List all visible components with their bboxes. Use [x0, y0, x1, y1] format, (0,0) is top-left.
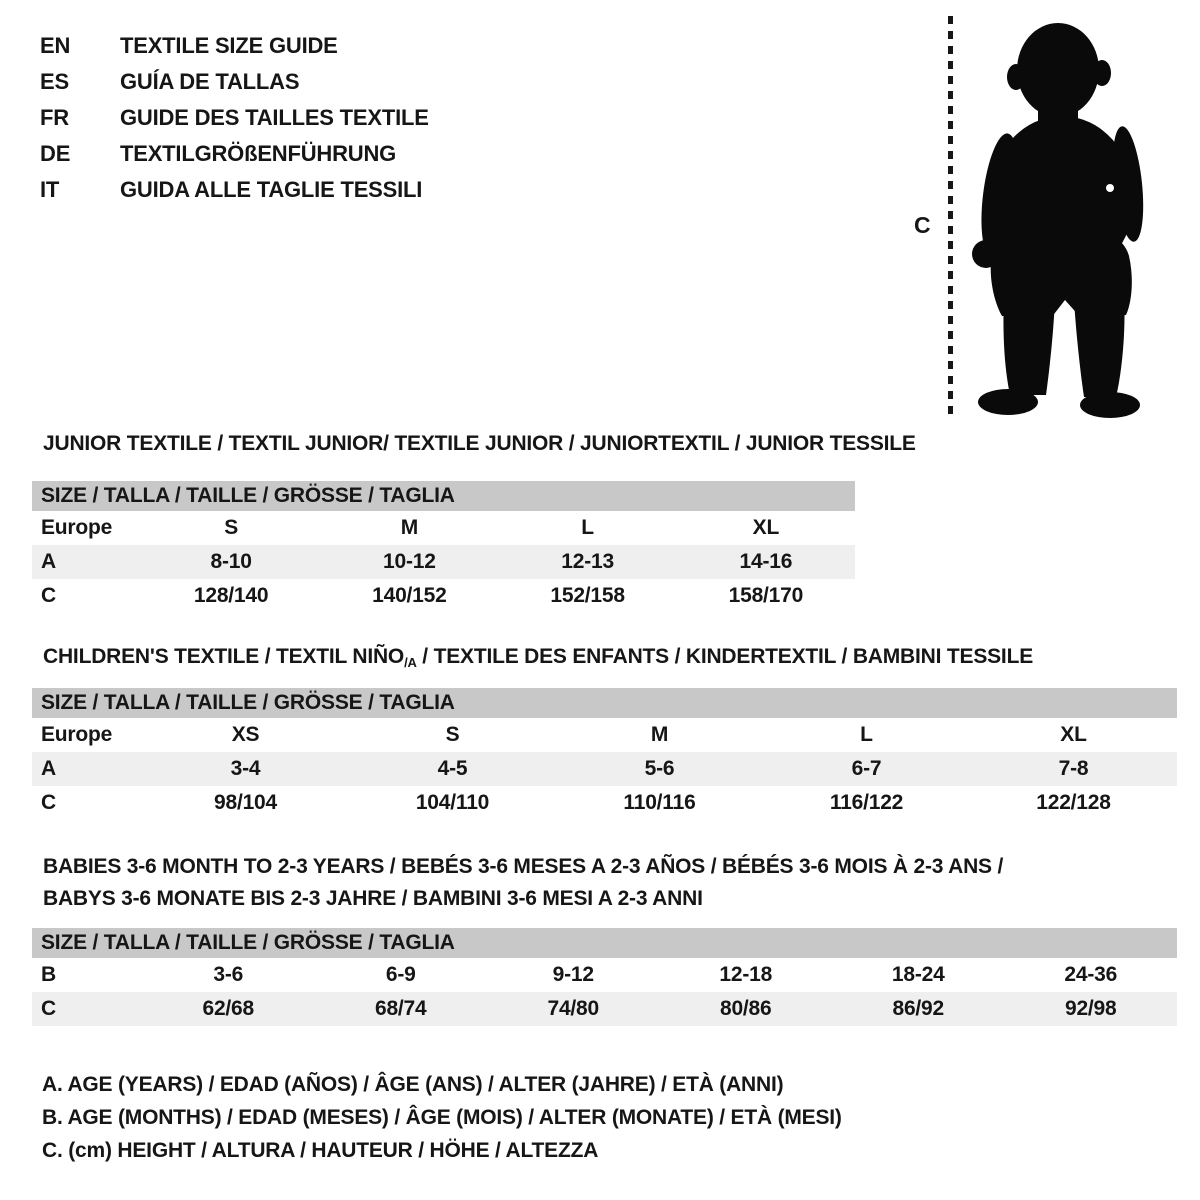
height-cell: 110/116 — [623, 791, 696, 814]
lang-code: EN — [40, 33, 71, 58]
age-cell: 7-8 — [1058, 757, 1089, 780]
age-cell: 8-10 — [210, 550, 252, 573]
row-label: Europe — [41, 723, 113, 746]
height-cell: 92/98 — [1064, 997, 1117, 1020]
babies-section-title-line1: BABIES 3-6 MONTH TO 2-3 YEARS / BEBÉS 3-6 MESES A 2-3 AÑOS / BÉBÉS 3-6 MOIS À 2-3 ANS / — [43, 855, 1004, 878]
lang-row-fr — [40, 100, 429, 136]
lang-title: GUÍA DE TALLAS — [120, 69, 300, 94]
table-row — [32, 718, 1177, 752]
row-label: C — [41, 584, 56, 607]
lang-row-en — [40, 28, 429, 64]
age-cell: 10-12 — [383, 550, 436, 573]
height-cell: 68/74 — [374, 997, 427, 1020]
height-cell: 104/110 — [415, 791, 490, 814]
children-title-text: / TEXTILE DES ENFANTS / KINDERTEXTIL / BAMBINI TESSILE — [416, 645, 1034, 668]
size-cell: L — [581, 516, 594, 539]
height-cell: 152/158 — [550, 584, 625, 607]
toddler-silhouette-icon — [962, 14, 1148, 418]
legend-line-a: A. AGE (YEARS) / EDAD (AÑOS) / ÂGE (ANS) / ALTER (JAHRE) / ETÀ (ANNI) — [42, 1073, 784, 1096]
children-title-text: CHILDREN'S TEXTILE / TEXTIL NIÑO — [43, 645, 405, 668]
lang-code: FR — [40, 105, 69, 130]
size-cell: S — [224, 516, 239, 539]
month-cell: 18-24 — [891, 963, 945, 986]
children-title-subscript: /A — [404, 655, 417, 670]
lang-title: GUIDA ALLE TAGLIE TESSILI — [120, 177, 423, 202]
lang-row-it — [40, 172, 429, 208]
row-label: A — [41, 757, 56, 780]
table-row — [32, 958, 1177, 992]
babies-section-title-line2: BABYS 3-6 MONATE BIS 2-3 JAHRE / BAMBINI 3-6 MESI A 2-3 ANNI — [43, 887, 703, 910]
height-cell: 116/122 — [829, 791, 904, 814]
lang-row-de — [40, 136, 429, 172]
legend-line-b: B. AGE (MONTHS) / EDAD (MESES) / ÂGE (MOIS) / ALTER (MONATE) / ETÀ (MESI) — [42, 1106, 842, 1129]
row-label: C — [41, 791, 56, 814]
size-cell: M — [650, 723, 669, 746]
age-cell: 4-5 — [437, 757, 468, 780]
height-cell: 98/104 — [213, 791, 278, 814]
lang-title: GUIDE DES TAILLES TEXTILE — [120, 105, 429, 130]
height-cell: 74/80 — [547, 997, 600, 1020]
table-row — [32, 992, 1177, 1026]
month-cell: 12-18 — [719, 963, 773, 986]
height-cell: 128/140 — [193, 584, 269, 607]
lang-title: TEXTILE SIZE GUIDE — [120, 33, 338, 58]
age-cell: 12-13 — [561, 550, 614, 573]
month-cell: 24-36 — [1064, 963, 1118, 986]
lang-code: IT — [40, 177, 60, 202]
lang-title: TEXTILGRÖßENFÜHRUNG — [120, 141, 397, 166]
babies-size-header-bar: SIZE / TALLA / TAILLE / GRÖSSE / TAGLIA — [32, 928, 1177, 958]
height-cell: 86/92 — [892, 997, 945, 1020]
row-label: A — [41, 550, 56, 573]
lang-code: ES — [40, 69, 69, 94]
height-cell: 62/68 — [202, 997, 255, 1020]
height-cell: 158/170 — [728, 584, 804, 607]
height-cell: 122/128 — [1036, 791, 1111, 814]
legend — [42, 1068, 842, 1167]
size-cell: XL — [752, 516, 780, 539]
children-size-table — [32, 688, 1177, 820]
height-cell: 80/86 — [719, 997, 772, 1020]
month-cell: 3-6 — [213, 963, 244, 986]
junior-size-table — [32, 481, 855, 613]
height-measure-dashed-line — [948, 16, 953, 416]
row-label: B — [41, 963, 56, 986]
children-section-title — [43, 645, 1033, 670]
size-cell: XL — [1060, 723, 1087, 746]
month-cell: 9-12 — [552, 963, 594, 986]
age-cell: 5-6 — [644, 757, 675, 780]
children-size-header-bar: SIZE / TALLA / TAILLE / GRÖSSE / TAGLIA — [32, 688, 1177, 718]
size-cell: M — [400, 516, 419, 539]
size-cell: L — [860, 723, 873, 746]
row-label: C — [41, 997, 56, 1020]
junior-section-title: JUNIOR TEXTILE / TEXTIL JUNIOR/ TEXTILE JUNIOR / JUNIORTEXTIL / JUNIOR TESSILE — [43, 432, 916, 455]
table-row — [32, 786, 1177, 820]
table-row — [32, 579, 855, 613]
lang-code: DE — [40, 141, 71, 166]
size-cell: XS — [231, 723, 260, 746]
age-cell: 6-7 — [851, 757, 882, 780]
age-cell: 3-4 — [230, 757, 261, 780]
junior-size-header-bar: SIZE / TALLA / TAILLE / GRÖSSE / TAGLIA — [32, 481, 855, 511]
age-cell: 14-16 — [739, 550, 793, 573]
month-cell: 6-9 — [385, 963, 416, 986]
table-row — [32, 752, 1177, 786]
height-measure-label: C — [914, 212, 931, 238]
size-cell: S — [445, 723, 460, 746]
babies-size-table — [32, 928, 1177, 1026]
lang-row-es — [40, 64, 429, 100]
table-row — [32, 511, 855, 545]
legend-line-c: C. (cm) HEIGHT / ALTURA / HAUTEUR / HÖHE / ALTEZZA — [42, 1139, 599, 1162]
language-header — [40, 28, 429, 208]
height-cell: 140/152 — [372, 584, 447, 607]
row-label: Europe — [41, 516, 113, 539]
table-row — [32, 545, 855, 579]
